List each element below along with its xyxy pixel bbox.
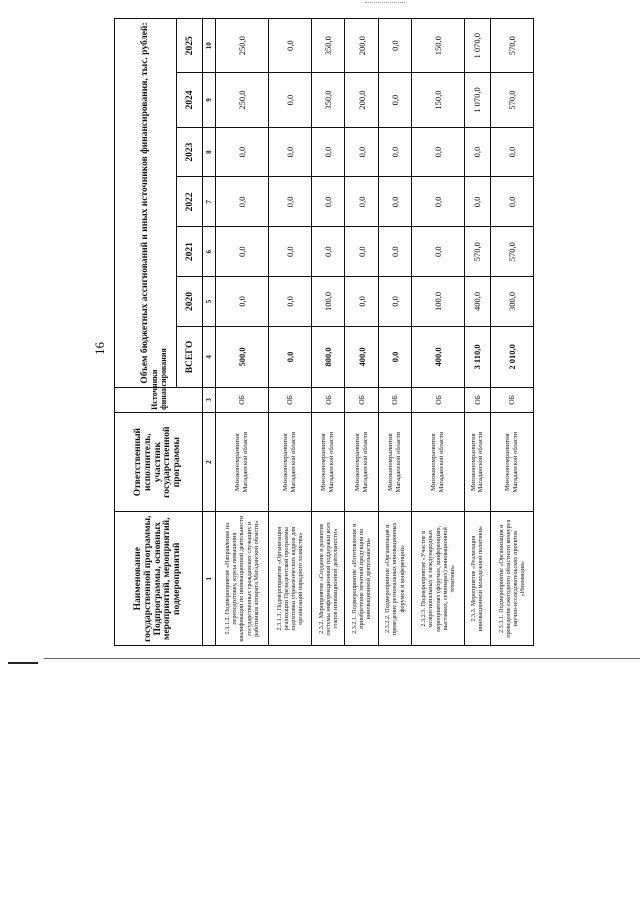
row-total: 0,0 <box>268 326 311 387</box>
row-value: 0,0 <box>378 177 411 227</box>
row-value: 0,0 <box>345 227 378 277</box>
header-year: 2023 <box>177 127 203 177</box>
row-total: 500,0 <box>216 326 269 387</box>
row-value: 0,0 <box>216 227 269 277</box>
column-number: 1 <box>203 512 216 646</box>
row-value: 0,0 <box>465 177 491 227</box>
row-name: 2.3.2.2. Подмероприятие «Организация и проведение региональных инновационных форумов и конференций» <box>378 512 411 646</box>
row-source: ОБ <box>216 387 269 412</box>
column-number: 10 <box>203 19 216 73</box>
row-value: 300,0 <box>490 277 533 327</box>
budget-table <box>114 18 534 646</box>
row-source: ОБ <box>268 387 311 412</box>
row-value: 150,0 <box>412 19 465 73</box>
column-number: 9 <box>203 73 216 127</box>
row-value: 570,0 <box>490 73 533 127</box>
rotated-table-container <box>114 18 534 646</box>
row-value: 0,0 <box>268 19 311 73</box>
header-total: ВСЕГО <box>177 326 203 387</box>
row-name: 2.3.2.3. Подмероприятие «Участие в межрегиональных и международных мероприятиях (форумах, конференциях, выставках, семинарах) инновационной тематики» <box>412 512 465 646</box>
column-number: 5 <box>203 277 216 327</box>
scan-artifact <box>365 2 405 4</box>
row-value: 0,0 <box>268 227 311 277</box>
row-value: 0,0 <box>465 127 491 177</box>
row-value: 250,0 <box>216 73 269 127</box>
row-executor: Минэкономразвития Магаданской области <box>345 412 378 512</box>
row-total: 400,0 <box>412 326 465 387</box>
row-value: 0,0 <box>345 177 378 227</box>
row-executor: Минэкономразвития Магаданской области <box>490 412 533 512</box>
row-value: 0,0 <box>378 127 411 177</box>
row-source: ОБ <box>345 387 378 412</box>
row-value: 0,0 <box>268 277 311 327</box>
row-value: 0,0 <box>216 177 269 227</box>
header-year: 2022 <box>177 177 203 227</box>
row-value: 0,0 <box>268 127 311 177</box>
table-row <box>268 19 311 646</box>
header-year: 2024 <box>177 73 203 127</box>
row-total: 400,0 <box>345 326 378 387</box>
column-number: 6 <box>203 227 216 277</box>
row-source: ОБ <box>490 387 533 412</box>
table-row <box>465 19 491 646</box>
row-value: 0,0 <box>312 127 345 177</box>
row-value: 0,0 <box>412 227 465 277</box>
header-year: 2025 <box>177 19 203 73</box>
row-value: 0,0 <box>412 177 465 227</box>
row-executor: Минэкономразвития Магаданской области <box>268 412 311 512</box>
header-year: 2021 <box>177 227 203 277</box>
row-value: 100,0 <box>312 277 345 327</box>
row-value: 0,0 <box>490 127 533 177</box>
row-value: 570,0 <box>465 227 491 277</box>
row-total: 2 010,0 <box>490 326 533 387</box>
row-total: 3 110,0 <box>465 326 491 387</box>
table-row <box>490 19 533 646</box>
row-name: 2.3.2. Мероприятие «Создание и развитие системы информационной поддержки всех этапов инновационной деятельности» <box>312 512 345 646</box>
table-row <box>378 19 411 646</box>
row-name: 2.3.1.3. Подмероприятие «Организация реализации Президентской программы подготовки управленческих кадров для организаций народного хозяйства» <box>268 512 311 646</box>
row-value: 0,0 <box>268 73 311 127</box>
row-total: 800,0 <box>312 326 345 387</box>
column-number: 3 <box>203 387 216 412</box>
column-number: 2 <box>203 412 216 512</box>
row-value: 350,0 <box>312 19 345 73</box>
row-source: ОБ <box>412 387 465 412</box>
row-value: 0,0 <box>312 227 345 277</box>
row-source: ОБ <box>378 387 411 412</box>
margin-rule <box>8 662 38 664</box>
column-number: 4 <box>203 326 216 387</box>
row-value: 250,0 <box>216 19 269 73</box>
row-value: 0,0 <box>216 127 269 177</box>
row-value: 350,0 <box>312 73 345 127</box>
column-number: 7 <box>203 177 216 227</box>
baseline-rule <box>44 658 640 659</box>
row-value: 0,0 <box>378 227 411 277</box>
header-funding-group: Объем бюджетных ассигнований и иных источников финансирования, тыс. рублей: <box>115 19 177 388</box>
header-year: 2020 <box>177 277 203 327</box>
row-value: 0,0 <box>268 177 311 227</box>
header-source: Источники финансирования <box>115 387 203 412</box>
row-value: 200,0 <box>345 19 378 73</box>
row-name: 2.3.3. Мероприятие «Реализация инновационной молодежной политики» <box>465 512 491 646</box>
row-value: 0,0 <box>216 277 269 327</box>
row-source: ОБ <box>312 387 345 412</box>
row-value: 0,0 <box>412 127 465 177</box>
row-name: 2.3.2.1. Подмероприятие «Изготовление и приобретение печатной продукции по инновационной деятельности» <box>345 512 378 646</box>
row-value: 200,0 <box>345 73 378 127</box>
row-value: 570,0 <box>490 19 533 73</box>
row-value: 0,0 <box>490 177 533 227</box>
table-row <box>216 19 269 646</box>
row-executor: Минэкономразвития Магаданской области <box>378 412 411 512</box>
row-value: 570,0 <box>490 227 533 277</box>
row-executor: Минэкономразвития Магаданской области <box>465 412 491 512</box>
table-row <box>345 19 378 646</box>
row-source: ОБ <box>465 387 491 412</box>
row-value: 1 070,0 <box>465 73 491 127</box>
row-name: 2.3.1.2. Подмероприятие «Направление на переподготовку, курсы повышения квалификации по инновационной деятельности государственных гражданских служащих и работников аппарата Магаданской области» <box>216 512 269 646</box>
row-value: 0,0 <box>378 73 411 127</box>
header-name: Наименование государственной программы, Подпрограммы, основных мероприятий, мероприятий, подмероприятий <box>115 512 203 646</box>
table-row <box>312 19 345 646</box>
page-number: 16 <box>92 342 107 355</box>
row-value: 0,0 <box>378 19 411 73</box>
row-total: 0,0 <box>378 326 411 387</box>
row-value: 0,0 <box>378 277 411 327</box>
row-value: 0,0 <box>312 177 345 227</box>
row-executor: Минэкономразвития Магаданской области <box>412 412 465 512</box>
row-executor: Минэкономразвития Магаданской области <box>312 412 345 512</box>
row-value: 0,0 <box>345 127 378 177</box>
row-value: 400,0 <box>465 277 491 327</box>
header-executor: Ответственный исполнитель, участник государственной программы <box>115 412 203 512</box>
row-name: 2.3.3.1. Подмероприятие «Организация и проведение ежегодного областного конкурса научно-исследовательских проектов «Инновация» <box>490 512 533 646</box>
column-number: 8 <box>203 127 216 177</box>
row-value: 0,0 <box>345 277 378 327</box>
table-row <box>412 19 465 646</box>
row-value: 150,0 <box>412 73 465 127</box>
row-value: 100,0 <box>412 277 465 327</box>
row-executor: Минэкономразвития Магаданской области <box>216 412 269 512</box>
row-value: 1 070,0 <box>465 19 491 73</box>
